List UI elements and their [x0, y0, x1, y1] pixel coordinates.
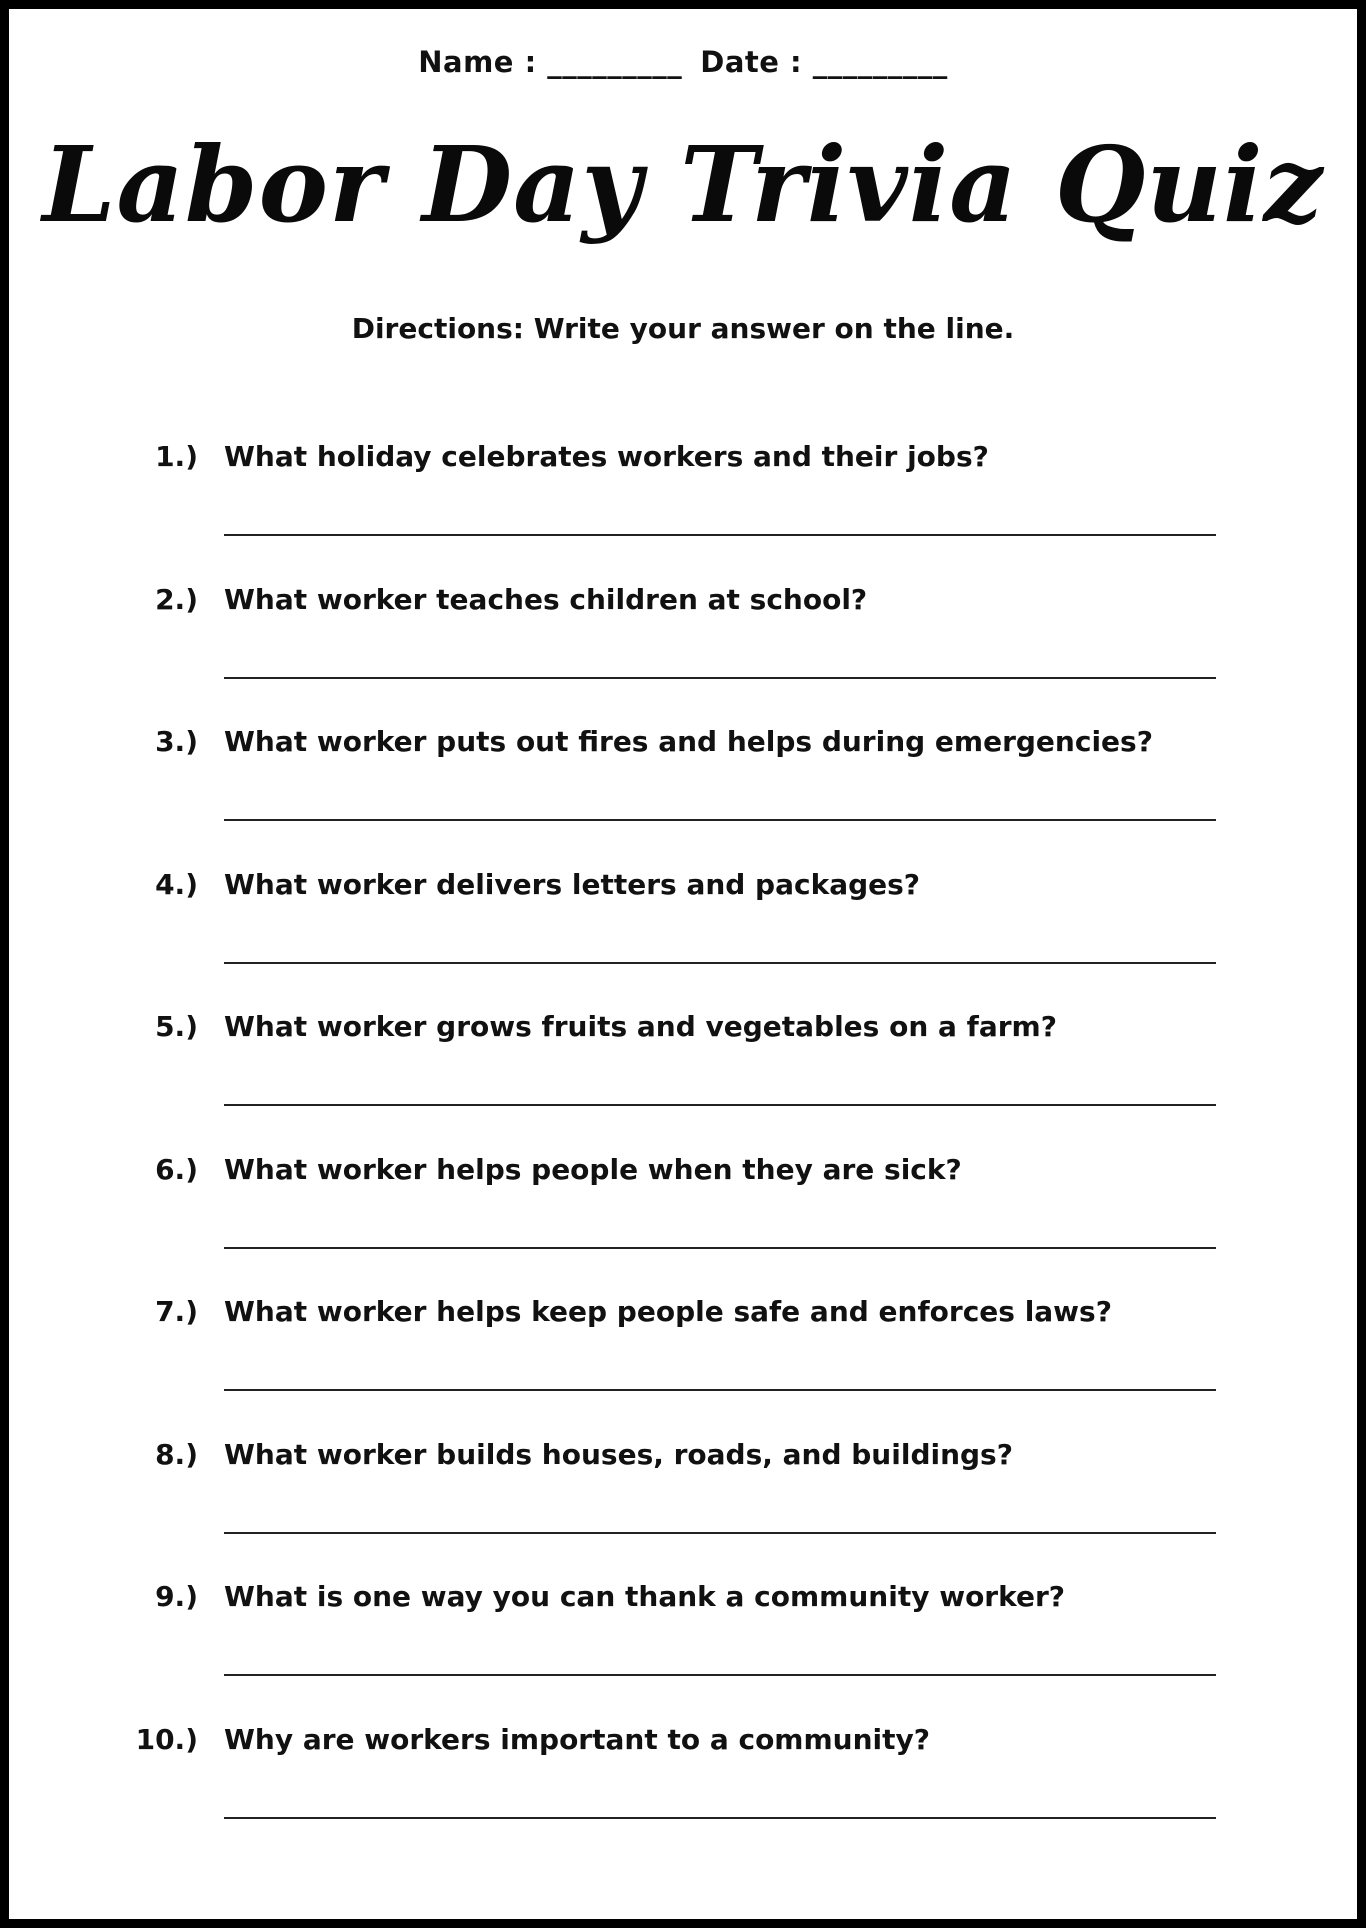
question-text: What worker puts out fires and helps during emergencies? [224, 725, 1153, 758]
question-3 [0, 721, 1366, 864]
directions-text: Directions: Write your answer on the line. [351, 312, 1015, 345]
question-text: What worker helps people when they are sick? [224, 1152, 962, 1186]
question-text: What worker helps keep people safe and enforces laws? [224, 1295, 1112, 1328]
question-number: 10.) [135, 1722, 198, 1756]
answer-line[interactable] [224, 677, 1216, 679]
question-number: 5.) [155, 1010, 198, 1043]
question-text: What worker grows fruits and vegetables on a farm? [224, 1010, 1057, 1043]
answer-line[interactable] [224, 819, 1216, 821]
question-8 [0, 1434, 1366, 1577]
question-4 [0, 864, 1366, 1007]
question-list [0, 436, 1366, 1861]
question-1 [0, 436, 1366, 579]
question-number: 9.) [155, 1580, 198, 1613]
question-10 [0, 1719, 1366, 1862]
page-title: Labor Day Trivia Quiz [42, 123, 1324, 246]
question-number: 2.) [155, 582, 198, 616]
question-number: 7.) [155, 1295, 198, 1328]
answer-line[interactable] [224, 1817, 1216, 1819]
question-text: What is one way you can thank a community worker? [224, 1580, 1066, 1613]
question-5 [0, 1006, 1366, 1149]
question-number: 1.) [155, 440, 198, 473]
question-number: 3.) [155, 725, 198, 758]
answer-line[interactable] [224, 1247, 1216, 1249]
answer-line[interactable] [224, 534, 1216, 536]
name-field-label[interactable]: Name : _________ [418, 45, 683, 79]
question-text: What worker builds houses, roads, and buildings? [224, 1437, 1013, 1471]
question-text: What holiday celebrates workers and their jobs? [224, 440, 989, 473]
question-text: What worker delivers letters and packages? [224, 867, 921, 901]
question-number: 4.) [155, 867, 198, 901]
question-6 [0, 1149, 1366, 1292]
question-2 [0, 579, 1366, 722]
date-field-label[interactable]: Date : _________ [700, 45, 948, 79]
question-number: 6.) [155, 1152, 198, 1186]
question-number: 8.) [155, 1437, 198, 1471]
question-9 [0, 1576, 1366, 1719]
question-text: Why are workers important to a community? [224, 1722, 931, 1756]
question-text: What worker teaches children at school? [224, 582, 868, 616]
answer-line[interactable] [224, 1104, 1216, 1106]
answer-line[interactable] [224, 1389, 1216, 1391]
answer-line[interactable] [224, 962, 1216, 964]
question-7 [0, 1291, 1366, 1434]
name-date-header [0, 45, 1366, 79]
answer-line[interactable] [224, 1532, 1216, 1534]
answer-line[interactable] [224, 1674, 1216, 1676]
